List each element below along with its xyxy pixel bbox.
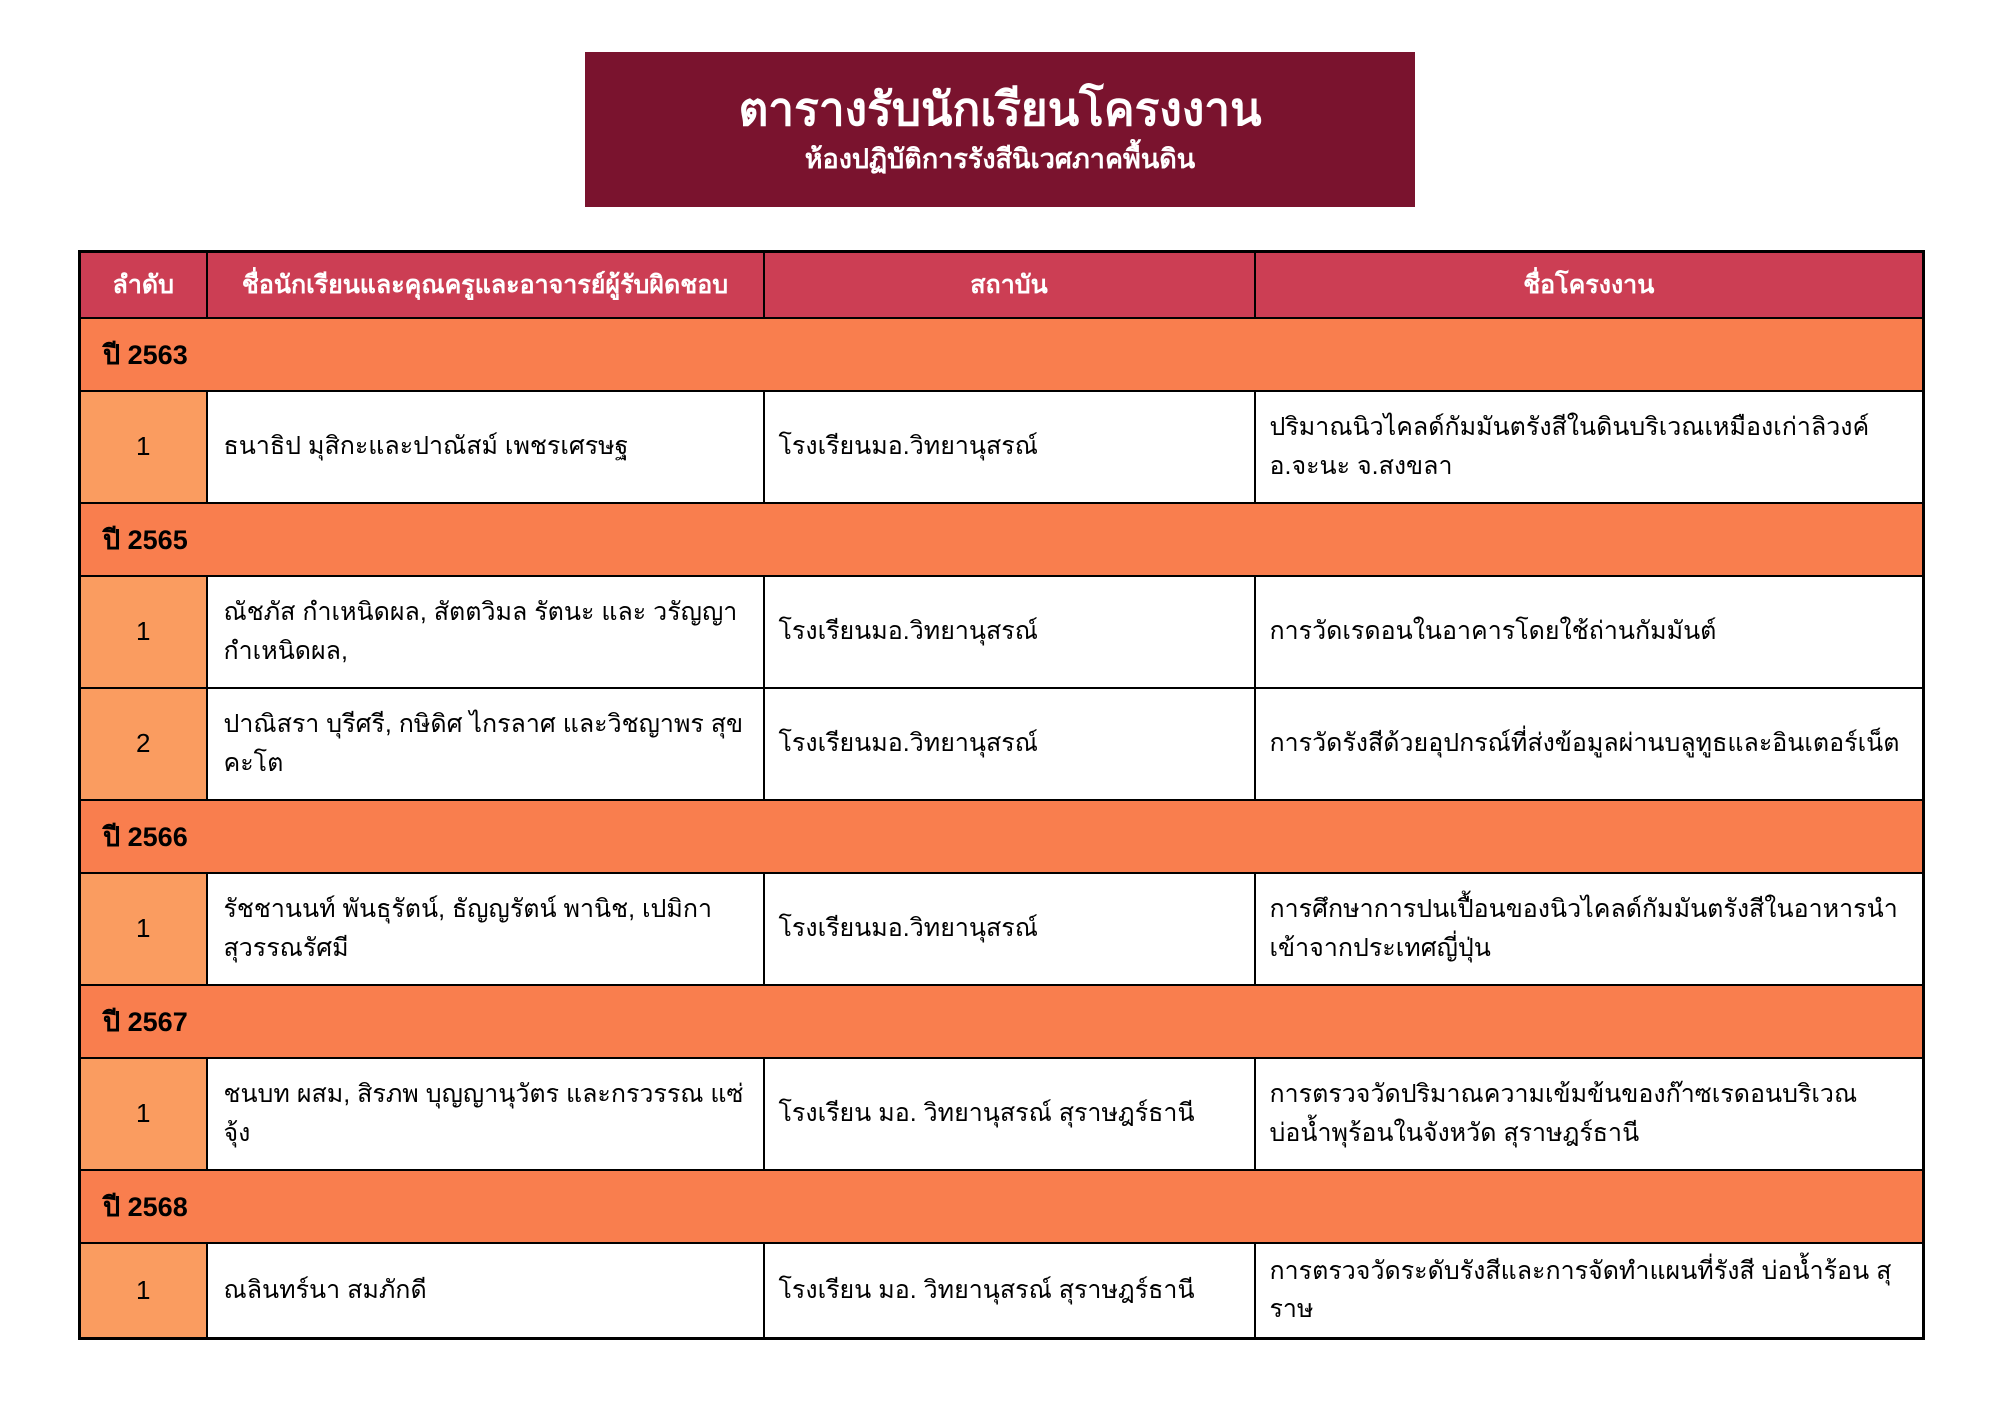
students-cell: ธนาธิป มุสิกะและปาณัสม์ เพชรเศรษฐ: [207, 391, 764, 503]
order-cell: 1: [80, 391, 207, 503]
table-row: [80, 391, 1924, 503]
year-band: ปี 2563: [80, 318, 1924, 391]
header-institution: สถาบัน: [764, 252, 1255, 318]
institution-cell: โรงเรียนมอ.วิทยานุสรณ์: [764, 688, 1255, 800]
project-cell: ปริมาณนิวไคลด์กัมมันตรังสีในดินบริเวณเหมืองเก่าลิวงค์ อ.จะนะ จ.สงขลา: [1255, 391, 1924, 503]
table-row: [80, 1058, 1924, 1170]
year-row: [80, 1170, 1924, 1243]
students-cell: รัชชานนท์ พันธุรัตน์, ธัญญรัตน์ พานิช, เปมิกา สุวรรณรัศมี: [207, 873, 764, 985]
project-cell: การตรวจวัดระดับรังสีและการจัดทำแผนที่รังสี บ่อน้ำร้อน สุราษ: [1255, 1243, 1924, 1339]
order-cell: 1: [80, 1243, 207, 1339]
year-row: [80, 985, 1924, 1058]
table-row: [80, 873, 1924, 985]
year-band: ปี 2566: [80, 800, 1924, 873]
year-band: ปี 2567: [80, 985, 1924, 1058]
header-students: ชื่อนักเรียนและคุณครูและอาจารย์ผู้รับผิดชอบ: [207, 252, 764, 318]
title-banner: [585, 52, 1415, 207]
year-row: [80, 800, 1924, 873]
institution-cell: โรงเรียนมอ.วิทยานุสรณ์: [764, 576, 1255, 688]
year-band: ปี 2565: [80, 503, 1924, 576]
students-cell: ณัชภัส กำเหนิดผล, สัตตวิมล รัตนะ และ วรัญญา กำเหนิดผล,: [207, 576, 764, 688]
table-row: [80, 576, 1924, 688]
institution-cell: โรงเรียนมอ.วิทยานุสรณ์: [764, 873, 1255, 985]
projects-table: [78, 250, 1925, 1340]
institution-cell: โรงเรียน มอ. วิทยานุสรณ์ สุราษฎร์ธานี: [764, 1243, 1255, 1339]
order-cell: 1: [80, 576, 207, 688]
project-cell: การศึกษาการปนเปื้อนของนิวไคลด์กัมมันตรังสีในอาหารนำเข้าจากประเทศญี่ปุ่น: [1255, 873, 1924, 985]
order-cell: 2: [80, 688, 207, 800]
table-row: [80, 1243, 1924, 1339]
order-cell: 1: [80, 873, 207, 985]
project-cell: การวัดรังสีด้วยอุปกรณ์ที่ส่งข้อมูลผ่านบลูทูธและอินเตอร์เน็ต: [1255, 688, 1924, 800]
header-order: ลำดับ: [80, 252, 207, 318]
students-cell: ชนบท ผสม, สิรภพ บุญญานุวัตร และกรวรรณ แซ่จุ้ง: [207, 1058, 764, 1170]
year-band: ปี 2568: [80, 1170, 1924, 1243]
institution-cell: โรงเรียน มอ. วิทยานุสรณ์ สุราษฎร์ธานี: [764, 1058, 1255, 1170]
page-title: ตารางรับนักเรียนโครงงาน: [738, 83, 1262, 136]
project-cell: การตรวจวัดปริมาณความเข้มข้นของก๊าซเรดอนบริเวณบ่อน้ำพุร้อนในจังหวัด สุราษฎร์ธานี: [1255, 1058, 1924, 1170]
students-cell: ปาณิสรา บุรีศรี, กษิดิศ ไกรลาศ และวิชญาพร สุขคะโต: [207, 688, 764, 800]
year-row: [80, 318, 1924, 391]
order-cell: 1: [80, 1058, 207, 1170]
year-row: [80, 503, 1924, 576]
table-row: [80, 688, 1924, 800]
page-subtitle: ห้องปฏิบัติการรังสีนิเวศภาคพื้นดิน: [804, 143, 1196, 174]
header-project: ชื่อโครงงาน: [1255, 252, 1924, 318]
students-cell: ณลินทร์นา สมภักดี: [207, 1243, 764, 1339]
institution-cell: โรงเรียนมอ.วิทยานุสรณ์: [764, 391, 1255, 503]
header-row: [80, 252, 1924, 318]
project-cell: การวัดเรดอนในอาคารโดยใช้ถ่านกัมมันต์: [1255, 576, 1924, 688]
